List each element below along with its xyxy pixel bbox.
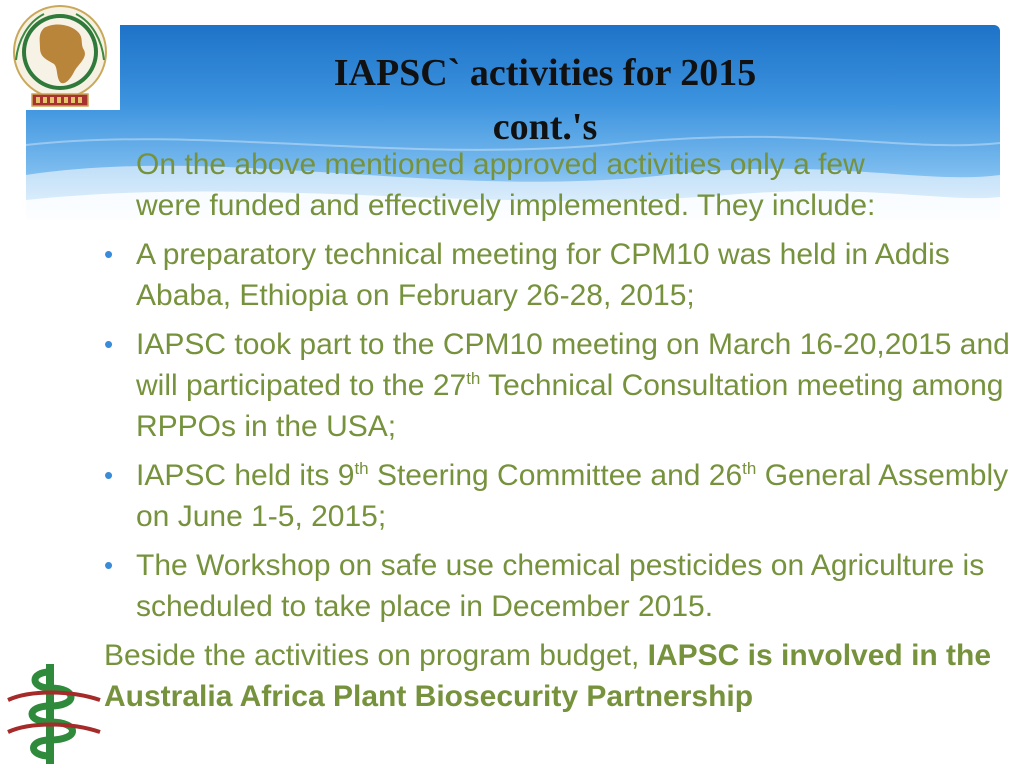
bullet-text: A preparatory technical meeting for CPM10 was held in Addis Ababa, Ethiopia on February 26-28, 2015; [136,238,950,312]
closing-emphasis: IAPSC is involved in the Australia Africa Plant Biosecurity Partnership [104,639,992,713]
slide-title-line-1: IAPSC` activities for 2015 [333,52,757,94]
ippc-logo-icon [0,660,108,768]
closing-paragraph [104,635,1019,717]
ordinal-suffix-2: th [742,459,757,478]
bullet-item-cpm10-meeting [104,324,1019,447]
intro-paragraph [104,144,1019,226]
bullet-dot: • [104,460,114,490]
bullet-item-cpm10-prep [104,234,1019,316]
ordinal-suffix: th [466,369,481,388]
bullet-dot: • [104,550,114,580]
bullet-text-cont: Steering Committee and 26 [368,459,743,492]
slide-title [220,46,870,154]
bullet-text: IAPSC held its 9 [136,459,355,492]
bullet-item-steering-committee [104,455,1019,537]
bullet-text: The Workshop on safe use chemical pesticides on Agriculture is scheduled to take place in December 2015. [136,549,985,623]
ordinal-suffix: th [354,459,369,478]
slide-body [104,144,1019,717]
intro-line-1: On the above mentioned approved activities only a few [136,148,865,181]
bullet-dot: • [104,329,114,359]
bullet-text: IAPSC took part to the CPM10 meeting on March 16-20,2015 and will participated to the 27 [136,328,1010,402]
bullet-text-cont: Technical Consultation meeting among RPPOs in the USA; [136,369,1004,443]
intro-line-2: were funded and effectively implemented. They include: [136,189,876,222]
bullet-dot: • [104,239,114,269]
bullet-text-end: General Assembly on June 1-5, 2015; [136,459,1009,533]
closing-text: Beside the activities on program budget, [104,639,648,672]
bullet-item-workshop [104,545,1019,627]
african-union-emblem-icon [0,0,120,110]
slide-title-line-2: cont.'s [492,106,598,148]
